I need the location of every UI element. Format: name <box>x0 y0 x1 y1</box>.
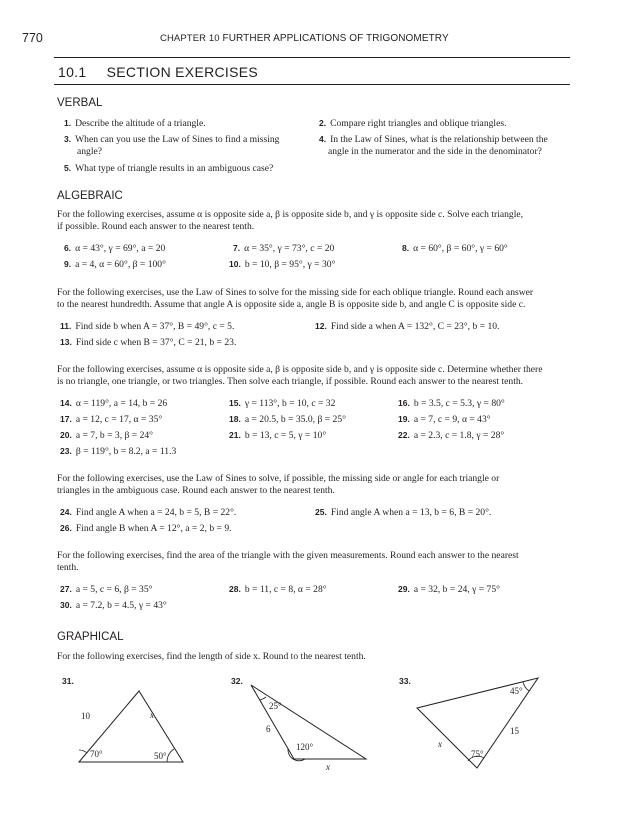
exercise-15: 15. γ = 113°, b = 10, c = 32 <box>229 398 336 409</box>
exercise-13: 13. Find side c when B = 37°, C = 21, b = 23. <box>60 337 237 348</box>
exercise-26: 26. Find angle B when A = 12°, a = 2, b = 9. <box>60 523 232 534</box>
figure-32-angle-25: 25° <box>269 701 282 711</box>
figure-33-angle-75: 75° <box>471 749 484 759</box>
exercise-8: 8. α = 60°, β = 60°, γ = 60° <box>402 243 508 254</box>
figure-31-number: 31. <box>62 676 74 686</box>
graphical-heading: GRAPHICAL <box>57 631 124 643</box>
exercise-2: 2. Compare right triangles and oblique triangles. <box>319 118 507 129</box>
instructions-24-26: For the following exercises, use the Law of Sines to solve, if possible, the missing side or angle for each triangle or triangles in the ambiguous case. Round each answer to the nearest tenth. <box>57 473 500 497</box>
exercise-12: 12. Find side a when A = 132°, C = 23°, b = 10. <box>315 321 500 332</box>
exercise-21: 21. b = 13, c = 5, γ = 10° <box>229 430 327 441</box>
chapter-label: CHAPTER 10 <box>160 33 220 44</box>
page-header <box>0 30 630 46</box>
exercise-10: 10. b = 10, β = 95°, γ = 30° <box>229 259 336 270</box>
section-number: 10.1 <box>58 64 87 80</box>
exercise-7: 7. α = 35°, γ = 73°, c = 20 <box>233 243 335 254</box>
exercise-22: 22. a = 2.3, c = 1.8, γ = 28° <box>398 430 505 441</box>
instructions-11-13: For the following exercises, use the Law of Sines to solve for the missing side for each oblique triangle. Round each answer to the nearest hundredth. Assume that angle A is opposite side a, angle B is opposite side b, and angle C is opposite side c. <box>57 287 534 311</box>
exercise-1: 1. Describe the altitude of a triangle. <box>64 118 206 129</box>
exercise-23: 23. β = 119°, b = 8.2, a = 11.3 <box>60 446 177 457</box>
chapter-heading <box>160 32 449 45</box>
exercise-11: 11. Find side b when A = 37°, B = 49°, c = 5. <box>60 321 235 332</box>
angle-arc-50 <box>167 749 174 762</box>
exercise-4: 4. In the Law of Sines, what is the relationship between the angle in the numerator and the side in the denominator? <box>319 134 548 158</box>
exercise-9: 9. a = 4, α = 60°, β = 100° <box>64 259 166 270</box>
angle-arc-45 <box>523 682 529 691</box>
exercise-6: 6. α = 43°, γ = 69°, a = 20 <box>64 243 166 254</box>
angle-arc-25 <box>260 697 266 700</box>
figure-33-side-15: 15 <box>510 726 519 736</box>
figure-31-side-10: 10 <box>81 711 90 721</box>
exercise-16: 16. b = 3.5, c = 5.3, γ = 80° <box>398 398 505 409</box>
exercise-28: 28. b = 11, c = 8, α = 28° <box>229 584 327 595</box>
figure-32 <box>224 672 374 777</box>
figure-31-side-x: x <box>150 710 154 720</box>
algebraic-heading: ALGEBRAIC <box>57 190 123 202</box>
section-name: SECTION EXERCISES <box>106 64 259 80</box>
figure-33-side-x: x <box>438 739 442 749</box>
instructions-31-33: For the following exercises, find the length of side x. Round to the nearest tenth. <box>57 651 366 662</box>
chapter-title: FURTHER APPLICATIONS OF TRIGONOMETRY <box>222 33 449 44</box>
figure-31-angle-70: 70° <box>90 749 103 759</box>
figure-33-number: 33. <box>399 676 411 686</box>
figure-32-side-x: x <box>326 762 330 772</box>
verbal-heading: VERBAL <box>57 97 103 109</box>
section-rule-bottom <box>54 84 570 85</box>
figure-32-number: 32. <box>231 676 243 686</box>
instructions-27-30: For the following exercises, find the area of the triangle with the given measurements. Round each answer to the nearest tenth. <box>57 550 519 574</box>
figure-32-side-6: 6 <box>266 724 271 734</box>
instructions-6-10: For the following exercises, assume α is opposite side a, β is opposite side b, and γ is opposite side c. Solve each triangle, if possible. Round each answer to the nearest tenth. <box>57 209 524 233</box>
exercise-18: 18. a = 20.5, b = 35.0, β = 25° <box>229 414 346 425</box>
exercise-19: 19. a = 7, c = 9, α = 43° <box>398 414 491 425</box>
figure-31-angle-50: 50° <box>154 751 167 761</box>
section-title <box>58 63 258 81</box>
instructions-14-23: For the following exercises, assume α is opposite side a, β is opposite side b, and γ is opposite side c. Determine whether there is no triangle, one triangle, or two triangles. Then solve each triangle, if possible. Round each answer to the nearest tenth. <box>57 364 543 388</box>
section-rule-top <box>54 57 570 58</box>
angle-arc-70 <box>79 750 87 753</box>
exercise-24: 24. Find angle A when a = 24, b = 5, B = 22°. <box>60 507 237 518</box>
page-number: 770 <box>22 31 43 45</box>
figure-32-angle-120: 120° <box>296 742 314 752</box>
figure-33-angle-45: 45° <box>510 686 523 696</box>
figure-33 <box>392 672 552 777</box>
exercise-29: 29. a = 32, b = 24, γ = 75° <box>398 584 500 595</box>
exercise-27: 27. a = 5, c = 6, β = 35° <box>60 584 153 595</box>
exercise-20: 20. a = 7, b = 3, β = 24° <box>60 430 154 441</box>
exercise-5: 5. What type of triangle results in an ambiguous case? <box>64 163 274 174</box>
exercise-17: 17. a = 12, c = 17, α = 35° <box>60 414 163 425</box>
exercise-25: 25. Find angle A when a = 13, b = 6, B = 20°. <box>315 507 492 518</box>
figure-31 <box>55 672 195 772</box>
exercise-14: 14. α = 119°, a = 14, b = 26 <box>60 398 168 409</box>
exercise-30: 30. a = 7.2, b = 4.5, γ = 43° <box>60 600 167 611</box>
exercise-3: 3. When can you use the Law of Sines to find a missing angle? <box>64 134 280 158</box>
